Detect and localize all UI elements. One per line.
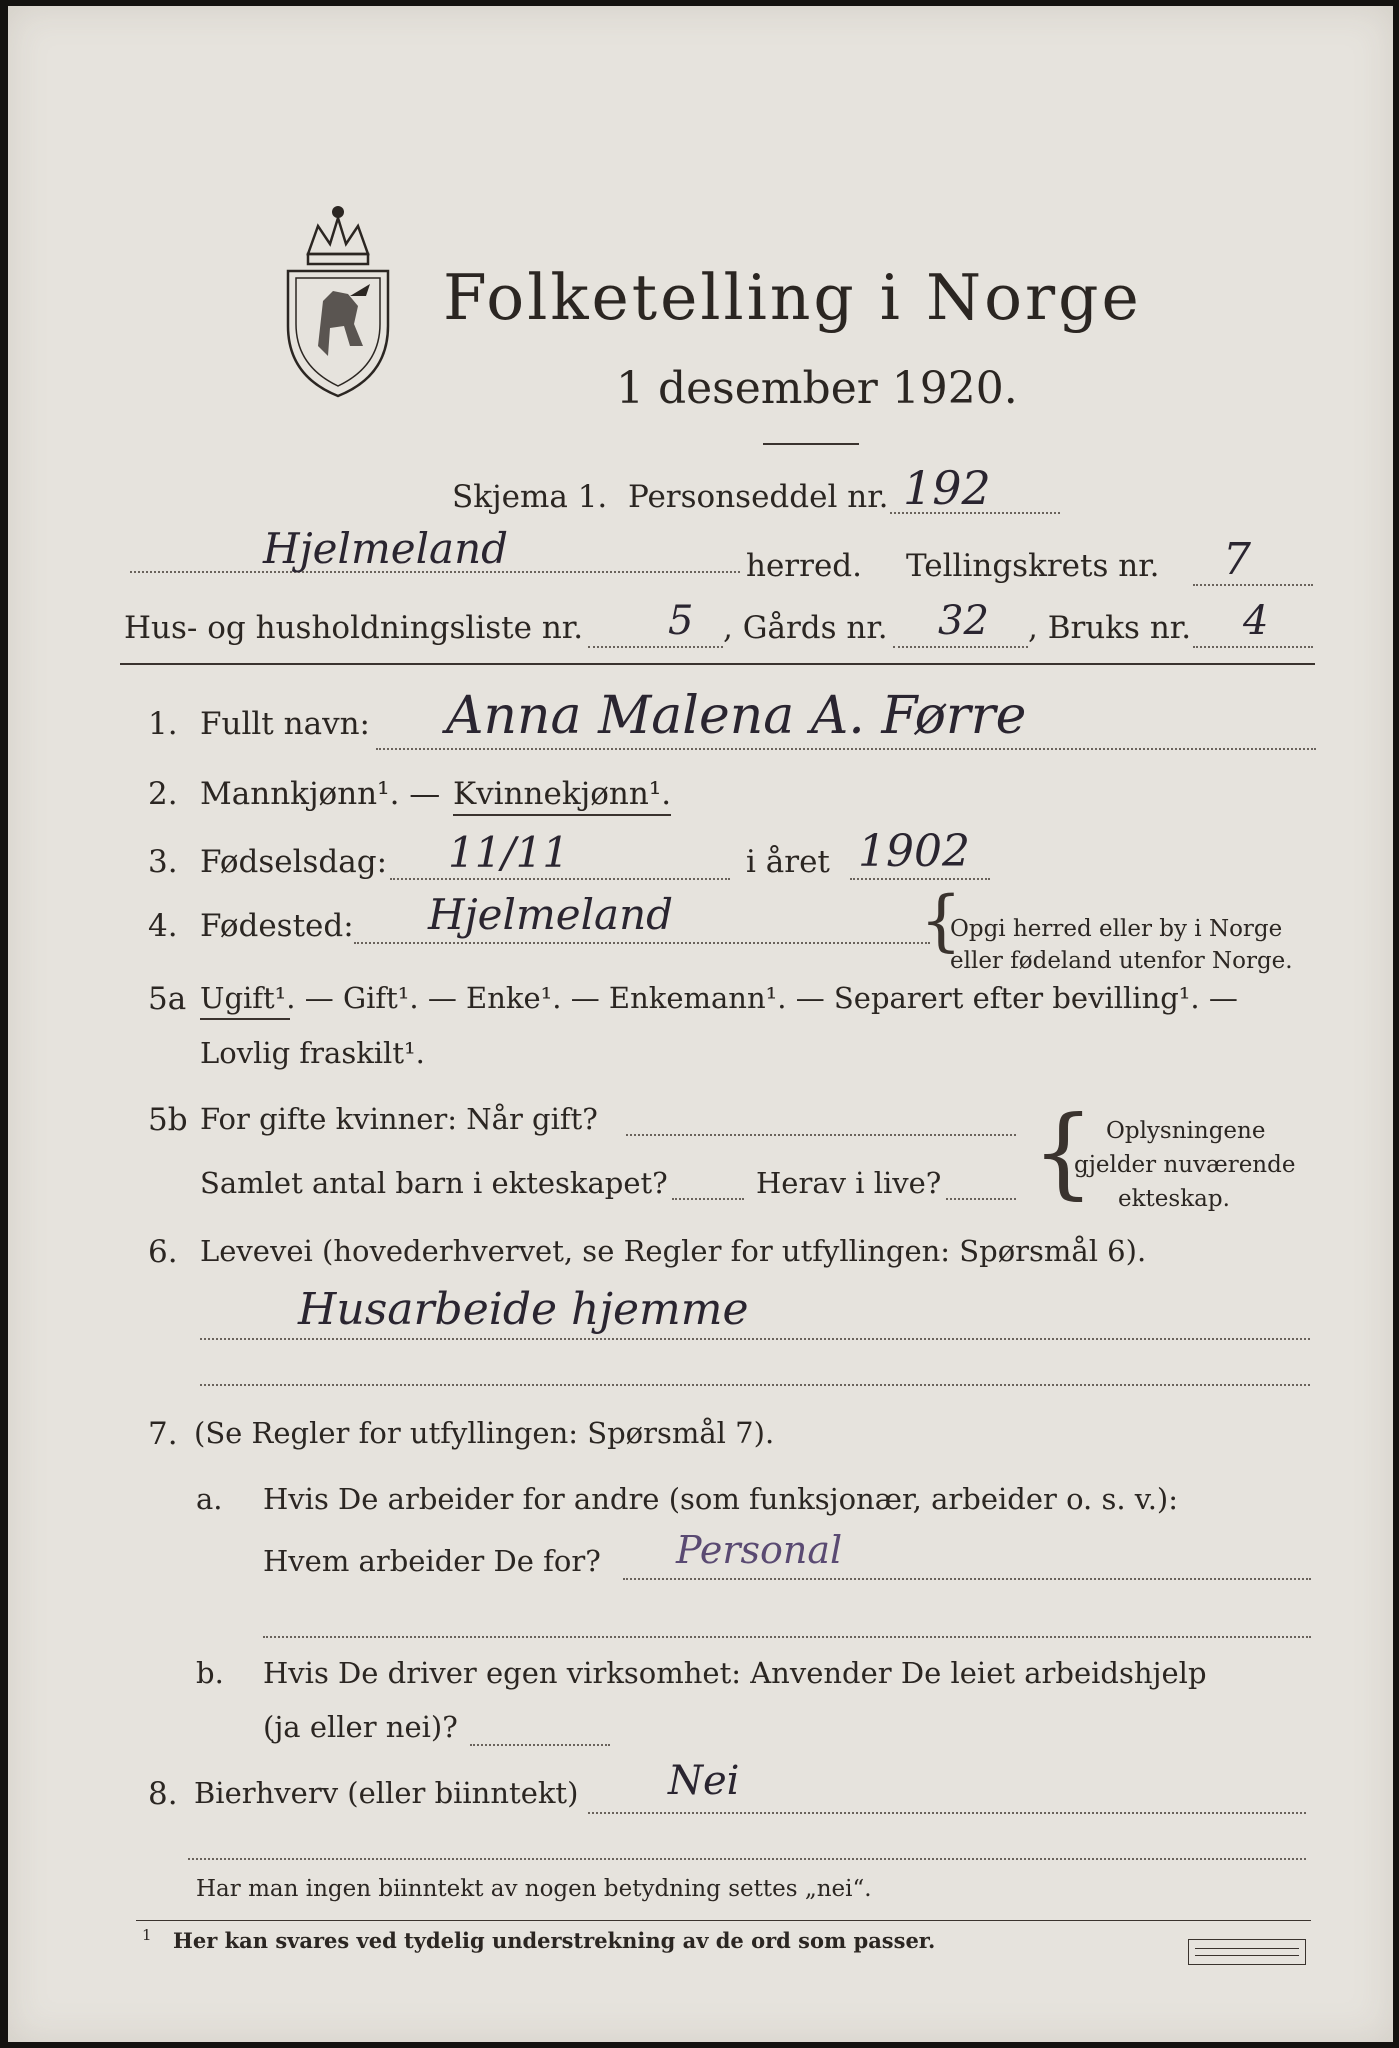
q5b-note-line1: Oplysningene — [1106, 1118, 1266, 1144]
q7-number: 7. — [148, 1416, 178, 1452]
q8-field-line-2 — [188, 1858, 1306, 1860]
q2-female-underline — [453, 814, 671, 816]
q5a-number: 5a — [148, 981, 187, 1017]
footnote-text: Her kan svares ved tydelig understrekning av de ord som passer. — [173, 1928, 936, 1953]
q3-year-value[interactable]: 1902 — [858, 826, 970, 877]
q5a-options: Ugift¹. — Gift¹. — Enke¹. — Enkemann¹. — Separert efter bevilling¹. — — [200, 981, 1238, 1015]
q4-label: Fødested: — [200, 908, 354, 944]
q3-year-label: i året — [746, 844, 830, 880]
q5a-ugift-underline — [200, 1018, 290, 1020]
husholdningsliste-value[interactable]: 5 — [668, 598, 694, 644]
q6-field-line-1 — [200, 1338, 1310, 1340]
q6-field-line-2 — [200, 1384, 1310, 1386]
q8-label: Bierhverv (eller biinntekt) — [194, 1776, 579, 1810]
header-divider — [120, 663, 1315, 665]
q2-number: 2. — [148, 776, 178, 812]
printer-stamp-icon — [1188, 1939, 1306, 1965]
footnote-mark: 1 — [142, 1926, 152, 1944]
q4-brace: { — [920, 882, 962, 959]
personseddel-value[interactable]: 192 — [903, 461, 991, 515]
q7a-question: Hvis De arbeider for andre (som funksjonær, arbeider o. s. v.): — [263, 1482, 1179, 1516]
q4-value[interactable]: Hjelmeland — [428, 890, 674, 939]
form-date: 1 desember 1920. — [616, 363, 1018, 414]
title-divider — [763, 443, 859, 445]
bruks-label: , Bruks nr. — [1028, 610, 1192, 646]
q7a-employer-value[interactable]: Personal — [676, 1528, 843, 1572]
q5a-options-cont: Lovlig fraskilt¹. — [200, 1036, 425, 1070]
q1-number: 1. — [148, 706, 178, 742]
q6-number: 6. — [148, 1234, 178, 1270]
q5b-married-when-field-line — [626, 1134, 1016, 1136]
q8-field-line — [588, 1812, 1306, 1814]
q7-label: (Se Regler for utfyllingen: Spørsmål 7). — [194, 1416, 775, 1450]
q6-label: Levevei (hovederhvervet, se Regler for utfyllingen: Spørsmål 6). — [200, 1234, 1147, 1268]
tellingskrets-label: Tellingskrets nr. — [906, 548, 1160, 584]
q3-value[interactable]: 11/11 — [448, 828, 570, 877]
husholdningsliste-field-line — [588, 646, 723, 648]
gards-label: , Gårds nr. — [723, 610, 888, 646]
q7a-letter: a. — [196, 1482, 223, 1516]
q5b-alive-field-line — [946, 1198, 1016, 1200]
census-form — [8, 6, 1393, 2042]
q1-value[interactable]: Anna Malena A. Førre — [446, 686, 1027, 746]
q7b-question: Hvis De driver egen virksomhet: Anvender De leiet arbeidshjelp — [263, 1656, 1207, 1690]
tellingskrets-value[interactable]: 7 — [1223, 534, 1251, 585]
husholdningsliste-label: Hus- og husholdningsliste nr. — [124, 610, 584, 646]
q4-note-line2: eller fødeland utenfor Norge. — [950, 948, 1293, 974]
q6-value[interactable]: Husarbeide hjemme — [298, 1284, 749, 1335]
gards-field-line — [893, 646, 1028, 648]
footer-divider — [136, 1920, 1311, 1921]
q7a-employer-label: Hvem arbeider De for? — [263, 1544, 601, 1578]
q5b-number: 5b — [148, 1102, 188, 1138]
q8-number: 8. — [148, 1776, 178, 1812]
bruks-value[interactable]: 4 — [1243, 598, 1269, 644]
q7b-letter: b. — [196, 1656, 224, 1690]
q7a-employer-field-line — [623, 1578, 1311, 1580]
tellingskrets-field-line — [1193, 584, 1313, 586]
bruks-field-line — [1193, 646, 1313, 648]
coat-of-arms-icon — [278, 196, 398, 401]
q8-value[interactable]: Nei — [668, 1758, 740, 1804]
q1-label: Fullt navn: — [200, 706, 370, 742]
q5b-children-label: Samlet antal barn i ekteskapet? — [200, 1166, 668, 1200]
q4-note-line1: Opgi herred eller by i Norge — [950, 916, 1283, 942]
q5b-alive-label: Herav i live? — [756, 1166, 942, 1200]
q4-field-line — [354, 942, 930, 944]
form-title: Folketelling i Norge — [443, 261, 1142, 334]
gards-value[interactable]: 32 — [938, 598, 989, 644]
q2-male: Mannkjønn¹. — — [200, 776, 441, 812]
q4-number: 4. — [148, 908, 178, 944]
skjema-label: Skjema 1. — [452, 479, 608, 515]
q5b-married-when: For gifte kvinner: Når gift? — [200, 1102, 598, 1136]
q7a-field-line-2 — [263, 1636, 1311, 1638]
footer-note: Har man ingen biinntekt av nogen betydning settes „nei“. — [196, 1876, 872, 1902]
q3-label: Fødselsdag: — [200, 844, 388, 880]
q5b-note-line3: ekteskap. — [1118, 1186, 1230, 1212]
personseddel-label: Personseddel nr. — [628, 479, 889, 515]
herred-label: herred. — [746, 548, 862, 584]
q2-female: Kvinnekjønn¹. — [453, 776, 672, 812]
q3-year-field-line — [850, 878, 990, 880]
q3-number: 3. — [148, 844, 178, 880]
q7b-field-line — [470, 1744, 610, 1746]
q1-field-line — [376, 748, 1316, 750]
q3-field-line — [390, 878, 730, 880]
q7b-yes-no-label: (ja eller nei)? — [263, 1710, 458, 1744]
q5b-note-line2: gjelder nuværende — [1074, 1152, 1296, 1178]
q5b-children-field-line — [672, 1198, 744, 1200]
q5b-brace: { — [1032, 1096, 1095, 1210]
herred-value[interactable]: Hjelmeland — [263, 524, 509, 573]
